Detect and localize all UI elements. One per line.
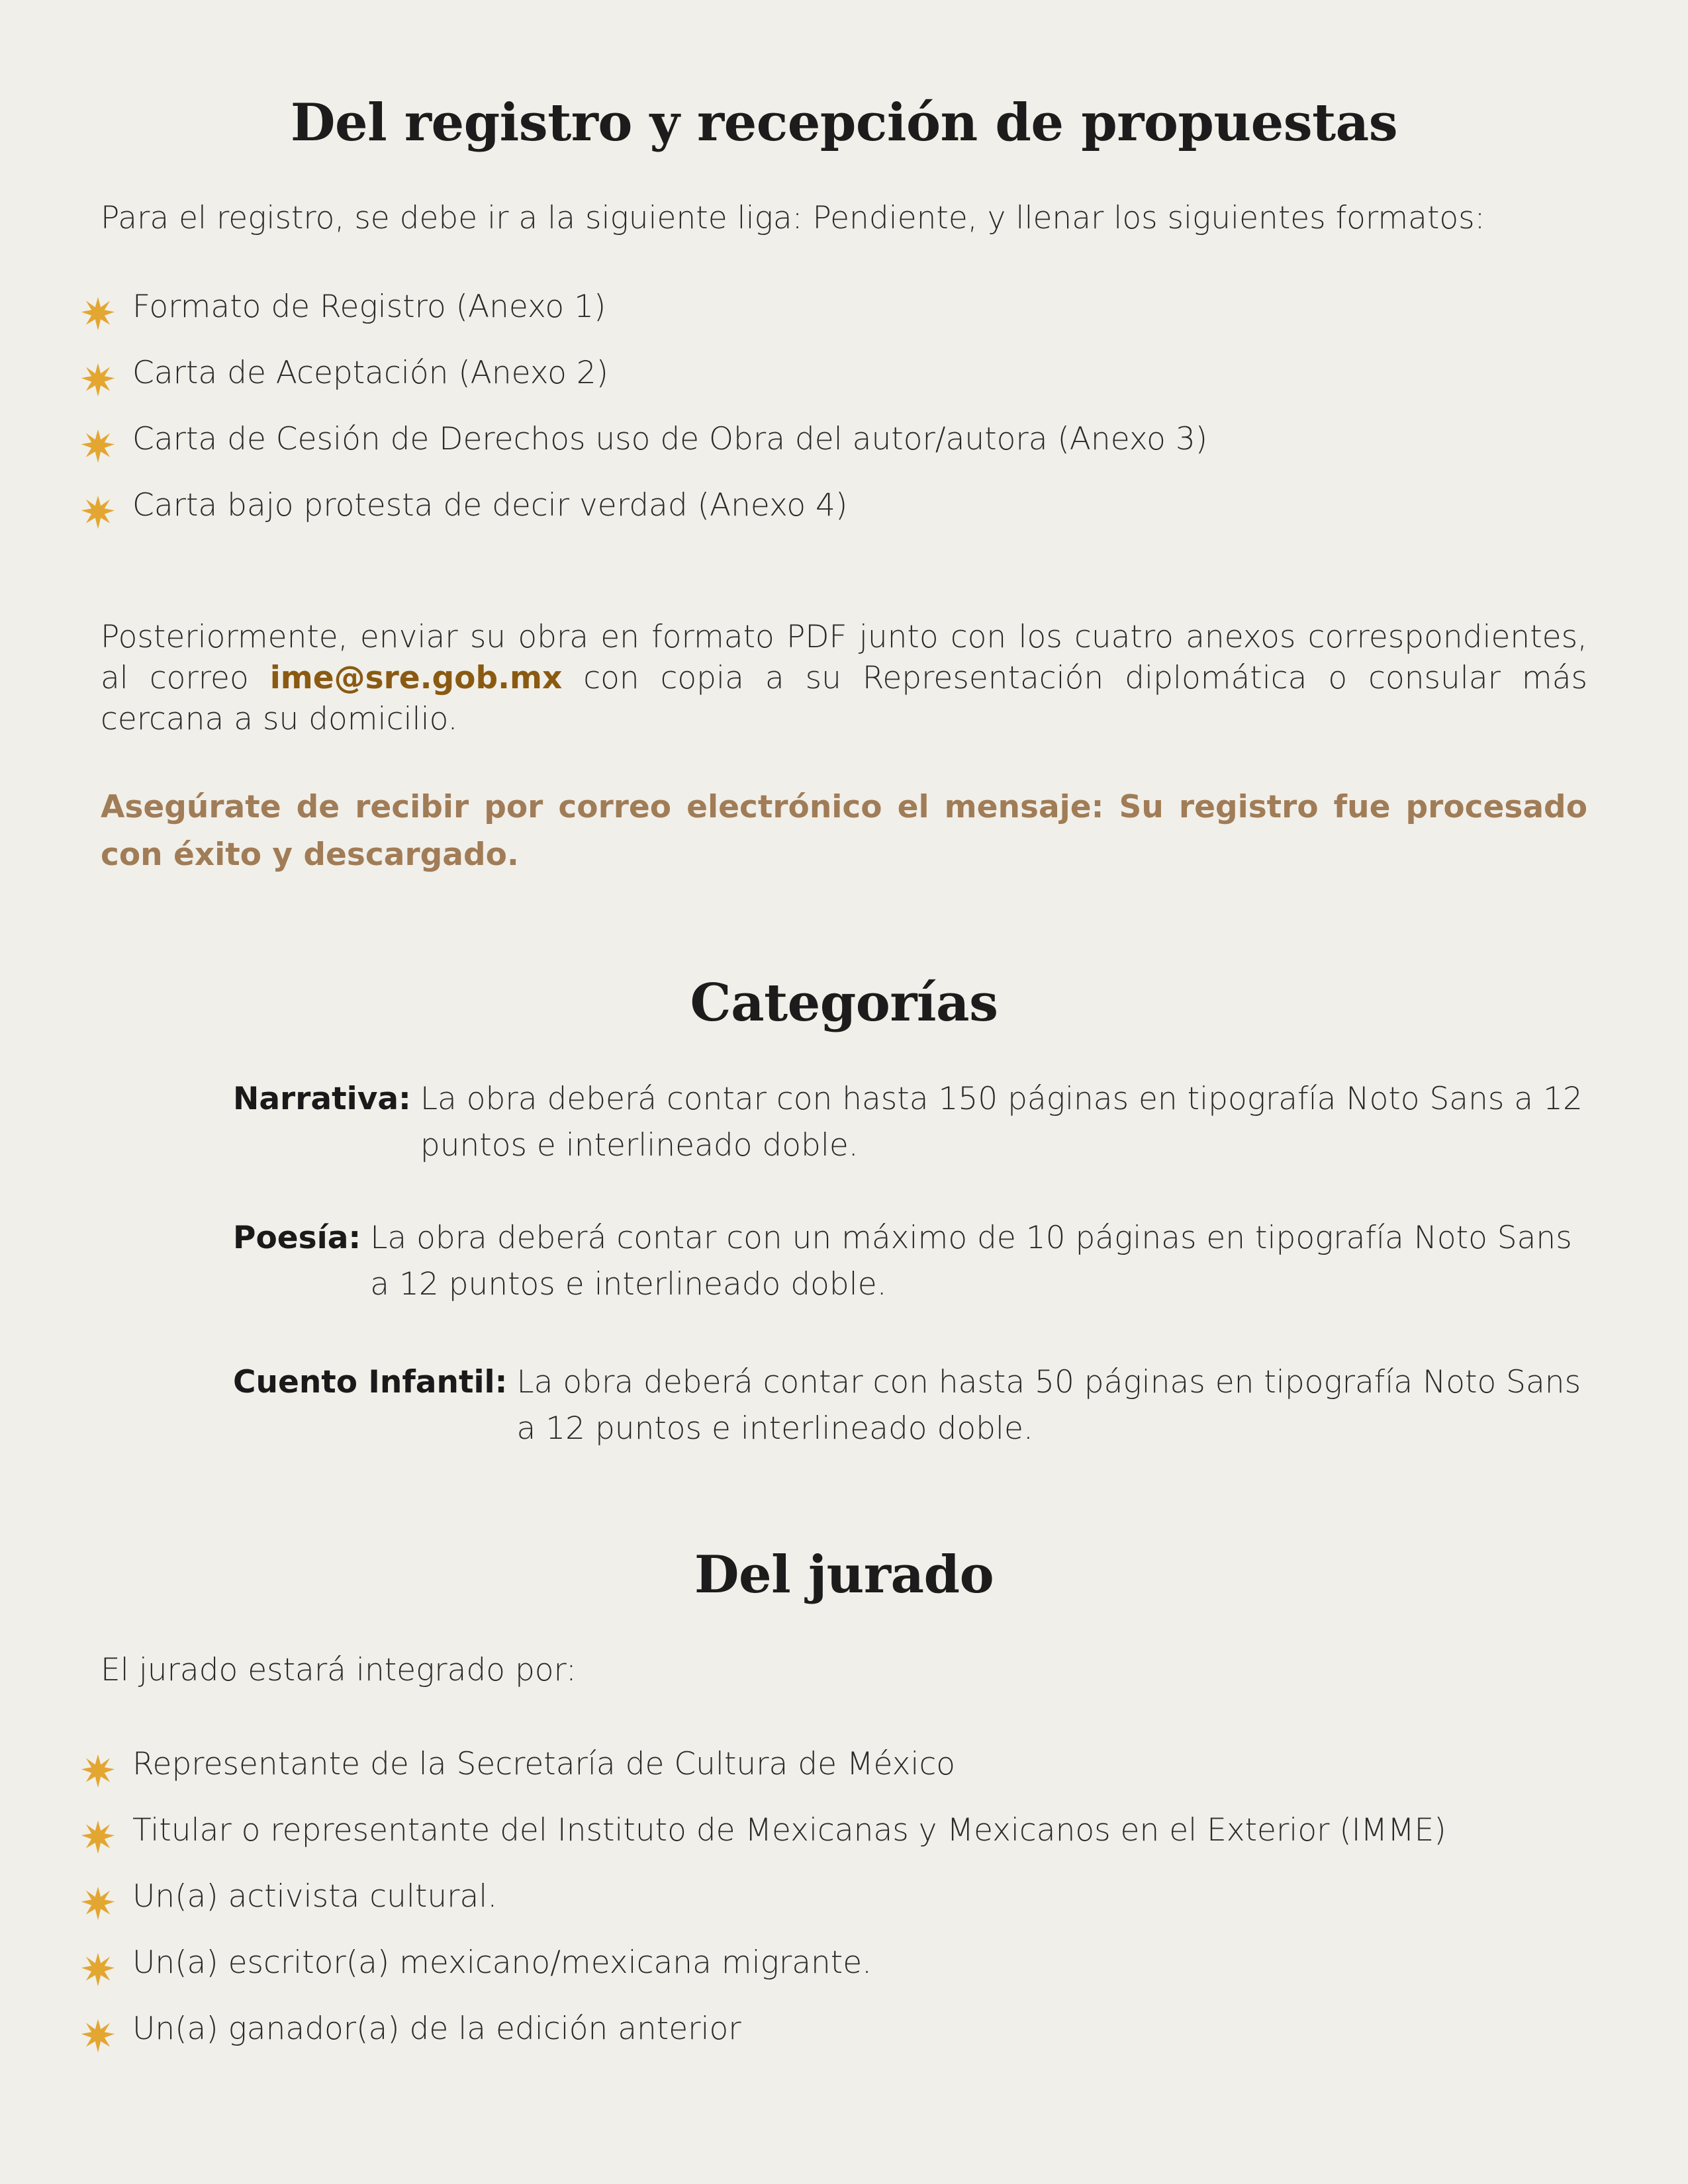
jurado-intro: El jurado estará integrado por:	[101, 1652, 577, 1688]
category-cuento-infantil	[233, 1359, 1587, 1452]
list-item	[0, 483, 1589, 549]
category-label: Poesía:	[233, 1220, 361, 1256]
list-item	[0, 1940, 1589, 2007]
registro-intro: Para el registro, se debe ir a la siguiente liga: Pendiente, y llenar los siguientes formatos:	[101, 200, 1485, 236]
star-bullet-icon	[79, 1951, 117, 1988]
jurado-member: Un(a) escritor(a) mexicano/mexicana migrante.	[132, 1944, 872, 1981]
formato-label: Formato de Registro (Anexo 1)	[132, 289, 606, 325]
aviso-registro: Asegúrate de recibir por correo electrónico el mensaje: Su registro fue procesado con éxito y descargado.	[101, 789, 1587, 873]
category-description: La obra deberá contar con un máximo de 10 páginas en tipografía Noto Sans a 12 puntos e interlineado doble.	[370, 1220, 1572, 1302]
formatos-list	[0, 285, 1589, 549]
list-item	[0, 285, 1589, 351]
envio-text-after: con copia a su Representación diplomática o consular más cercana a su domicilio.	[101, 660, 1588, 737]
jurado-member: Representante de la Secretaría de Cultura de México	[132, 1746, 956, 1782]
jurado-member: Un(a) activista cultural.	[132, 1878, 498, 1915]
formato-label: Carta de Cesión de Derechos uso de Obra del autor/autora (Anexo 3)	[132, 421, 1208, 457]
list-item	[0, 1874, 1589, 1940]
category-description: La obra deberá contar con hasta 150 páginas en tipografía Noto Sans a 12 puntos e interlineado doble.	[420, 1081, 1583, 1163]
star-bullet-icon	[79, 428, 117, 465]
list-item	[0, 1742, 1589, 1808]
star-bullet-icon	[79, 1819, 117, 1856]
star-bullet-icon	[79, 494, 117, 531]
list-item	[0, 2007, 1589, 2073]
star-bullet-icon	[79, 361, 117, 398]
jurado-member: Titular o representante del Instituto de Mexicanas y Mexicanos en el Exterior (IMME)	[132, 1812, 1446, 1848]
jurado-title: Del jurado	[694, 1545, 994, 1605]
star-bullet-icon	[79, 295, 117, 332]
jurado-member: Un(a) ganador(a) de la edición anterior	[132, 2011, 741, 2047]
star-bullet-icon	[79, 1752, 117, 1790]
list-item	[0, 1808, 1589, 1874]
jurado-list	[0, 1742, 1589, 2073]
star-bullet-icon	[79, 1885, 117, 1922]
star-bullet-icon	[79, 2017, 117, 2054]
categorias-title: Categorías	[690, 973, 998, 1033]
email-link[interactable]: ime@sre.gob.mx	[269, 660, 563, 696]
category-label: Cuento Infantil:	[233, 1364, 508, 1400]
formato-label: Carta bajo protesta de decir verdad (Anexo 4)	[132, 487, 848, 523]
list-item	[0, 417, 1589, 483]
list-item	[0, 351, 1589, 417]
envio-paragraph	[101, 617, 1587, 740]
category-label: Narrativa:	[233, 1081, 411, 1117]
category-narrativa	[233, 1076, 1587, 1169]
category-description: La obra deberá contar con hasta 50 páginas en tipografía Noto Sans a 12 puntos e interlineado doble.	[516, 1364, 1581, 1447]
envio-text-before: Posteriormente, enviar su obra en formato PDF junto con los cuatro anexos correspondientes, al correo	[101, 619, 1587, 696]
registro-title: Del registro y recepción de propuestas	[290, 93, 1398, 153]
formato-label: Carta de Aceptación (Anexo 2)	[132, 355, 608, 391]
category-poesia	[233, 1215, 1587, 1308]
